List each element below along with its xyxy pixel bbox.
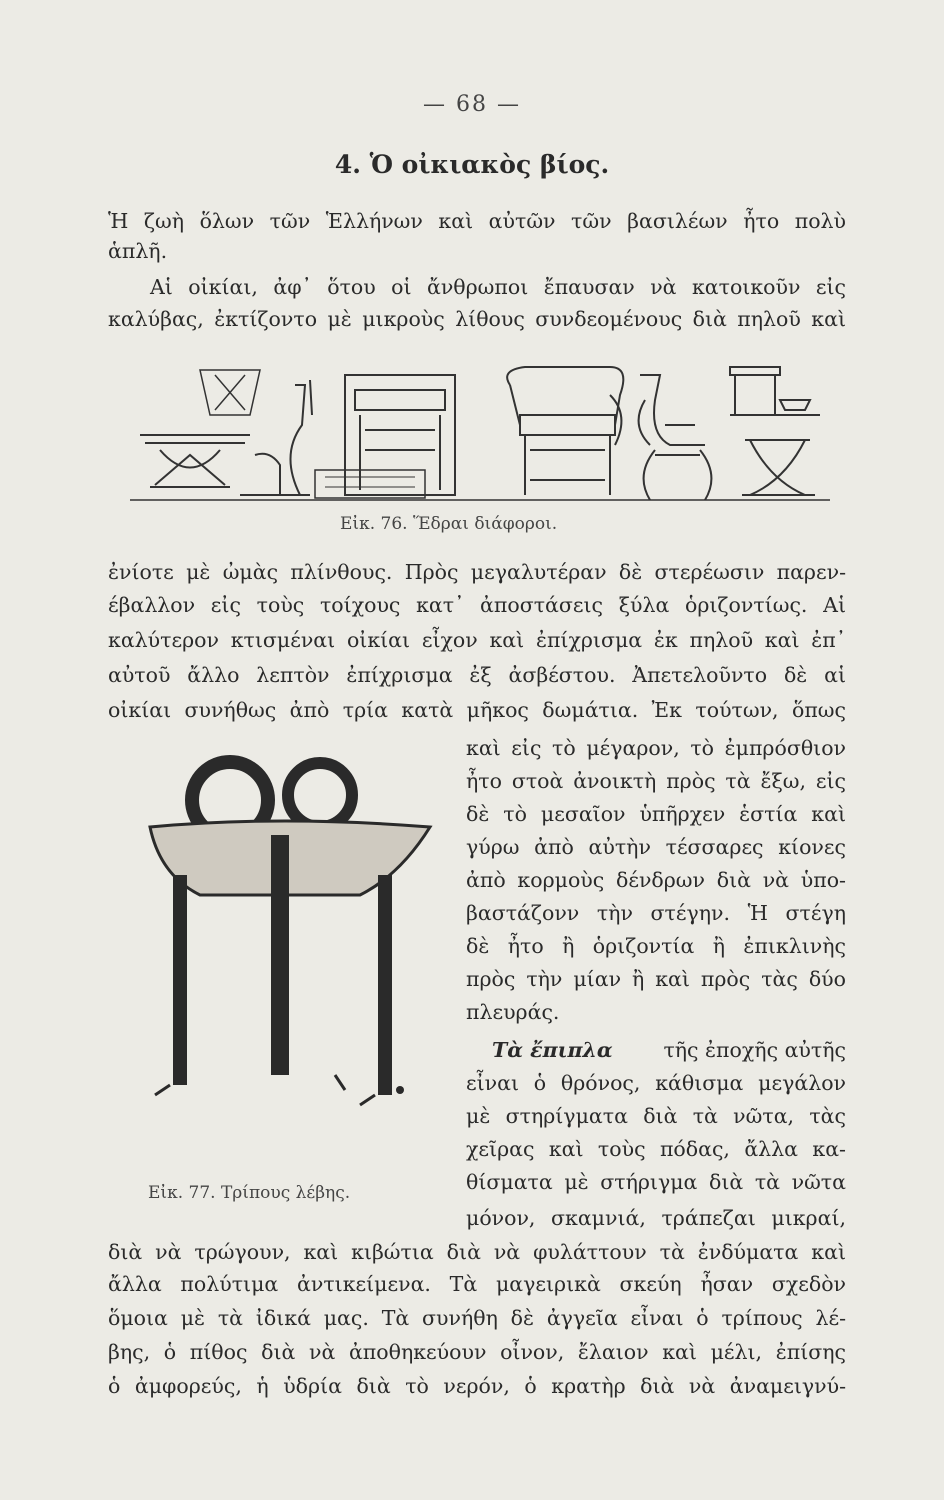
text-line: διὰ νὰ τρώγουν, καὶ κιβώτια διὰ νὰ φυλάττουν τὰ ἐνδύματα καὶ xyxy=(108,1240,846,1264)
text-line: πλευράς. xyxy=(466,1000,560,1024)
text-line: γύρω ἀπὸ αὐτὴν τέσσαρες κίονες xyxy=(466,835,846,859)
text-line: ἐνίοτε μὲ ὠμὰς πλίνθους. Πρὸς μεγαλυτέραν δὲ στερέωσιν παρεν- xyxy=(108,560,846,584)
text-line: πρὸς τὴν μίαν ἢ καὶ πρὸς τὰς δύο xyxy=(466,967,846,991)
klismos-chair-image xyxy=(639,375,712,500)
text-line: χεῖρας καὶ τοὺς πόδας, ἄλλα κα- xyxy=(466,1137,846,1161)
figure-77-tripod-cauldron-drawing xyxy=(130,745,450,1175)
section-title: 4. Ὁ οἰκιακὸς βίος. xyxy=(334,150,610,179)
text-line: ἄλλα πολύτιμα ἀντικείμενα. Τὰ μαγειρικὰ σκεύη ἦσαν σχεδὸν xyxy=(108,1272,846,1296)
text-line: εἶναι ὁ θρόνος, κάθισμα μεγάλον xyxy=(466,1071,846,1095)
text-line: μὲ στηρίγματα διὰ τὰ νῶτα, τὰς xyxy=(466,1104,846,1128)
text-line: δὲ τὸ μεσαῖον ὑπῆρχεν ἑστία καὶ xyxy=(466,802,846,826)
figure-76-seats-drawing xyxy=(130,355,830,505)
text-line: βαστάζονν τὴν στέγην. Ἡ στέγη xyxy=(466,901,846,925)
chair-image xyxy=(240,380,312,495)
text-line: Αἱ οἰκίαι, ἀφ᾽ ὅτου οἱ ἄνθρωποι ἔπαυσαν νὰ κατοικοῦν εἰς xyxy=(150,275,846,299)
text-fragment: τῆς ἐποχῆς αὐτῆς xyxy=(663,1038,846,1062)
text-line: ἦτο στοὰ ἀνοικτὴ πρὸς τὰ ἔξω, εἰς xyxy=(466,769,846,793)
text-line: οἰκίαι συνήθως ἀπὸ τρία κατὰ μῆκος δωμάτια. Ἐκ τούτων, ὅπως xyxy=(108,698,846,722)
paragraph-opening-line xyxy=(492,1035,846,1065)
emphasized-term: Τὰ ἔπιπλα xyxy=(492,1038,613,1062)
text-line: καὶ εἰς τὸ μέγαρον, τὸ ἐμπρόσθιον xyxy=(466,736,846,760)
figure-76-caption: Εἰκ. 76. Ἕδραι διάφοροι. xyxy=(340,514,558,534)
text-line: δὲ ἦτο ἢ ὁριζοντία ἢ ἐπικλινὴς xyxy=(466,934,846,958)
figure-77-caption: Εἰκ. 77. Τρίπους λέβης. xyxy=(148,1183,351,1203)
text-line: έβαλλον εἰς τοὺς τοίχους κατ᾽ ἀποστάσεις ξύλα ὁριζοντίως. Αἱ xyxy=(108,593,846,617)
throne-image xyxy=(315,375,455,498)
text-line: καλύτερον κτισμέναι οἰκίαι εἶχον καὶ ἐπίχρισμα ἐκ πηλοῦ καὶ ἐπ᾽ xyxy=(108,628,846,652)
text-line: ὅμοια μὲ τὰ ἰδικά μας. Τὰ συνήθη δὲ ἀγγεῖα εἶναι ὁ τρίπους λέ- xyxy=(108,1306,846,1330)
small-table-image xyxy=(730,367,820,495)
text-line: ἁπλῆ. xyxy=(108,239,168,263)
text-line: ἀπὸ κορμοὺς δένδρων διὰ νὰ ὑπο- xyxy=(466,868,846,892)
text-line: μόνον, σκαμνιά, τράπεζαι μικραί, xyxy=(466,1206,846,1230)
text-line: αὐτοῦ ἄλλο λεπτὸν ἐπίχρισμα ἐξ ἀσβέστου. Ἀπετελοῦντο δὲ αἱ xyxy=(108,663,846,687)
text-line: βης, ὁ πίθος διὰ νὰ ἀποθηκεύουν οἶνον, ἔλαιον καὶ μέλι, ἐπίσης xyxy=(108,1340,846,1364)
text-line: καλύβας, ἐκτίζοντο μὲ μικροὺς λίθους συνδεομένους διὰ πηλοῦ καὶ xyxy=(108,307,846,331)
text-line: θίσματα μὲ στήριγμα διὰ τὰ νῶτα xyxy=(466,1170,846,1194)
armchair-image xyxy=(507,367,623,495)
text-line: Ἡ ζωὴ ὅλων τῶν Ἑλλήνων καὶ αὐτῶν τῶν βασιλέων ἦτο πολὺ xyxy=(108,209,846,233)
folding-stool-image xyxy=(140,370,260,487)
text-line: ὁ ἀμφορεύς, ἡ ὑδρία διὰ τὸ νερόν, ὁ κρατὴρ διὰ νὰ ἀναμειγνύ- xyxy=(108,1374,846,1398)
page-number: — 68 — xyxy=(423,92,521,117)
